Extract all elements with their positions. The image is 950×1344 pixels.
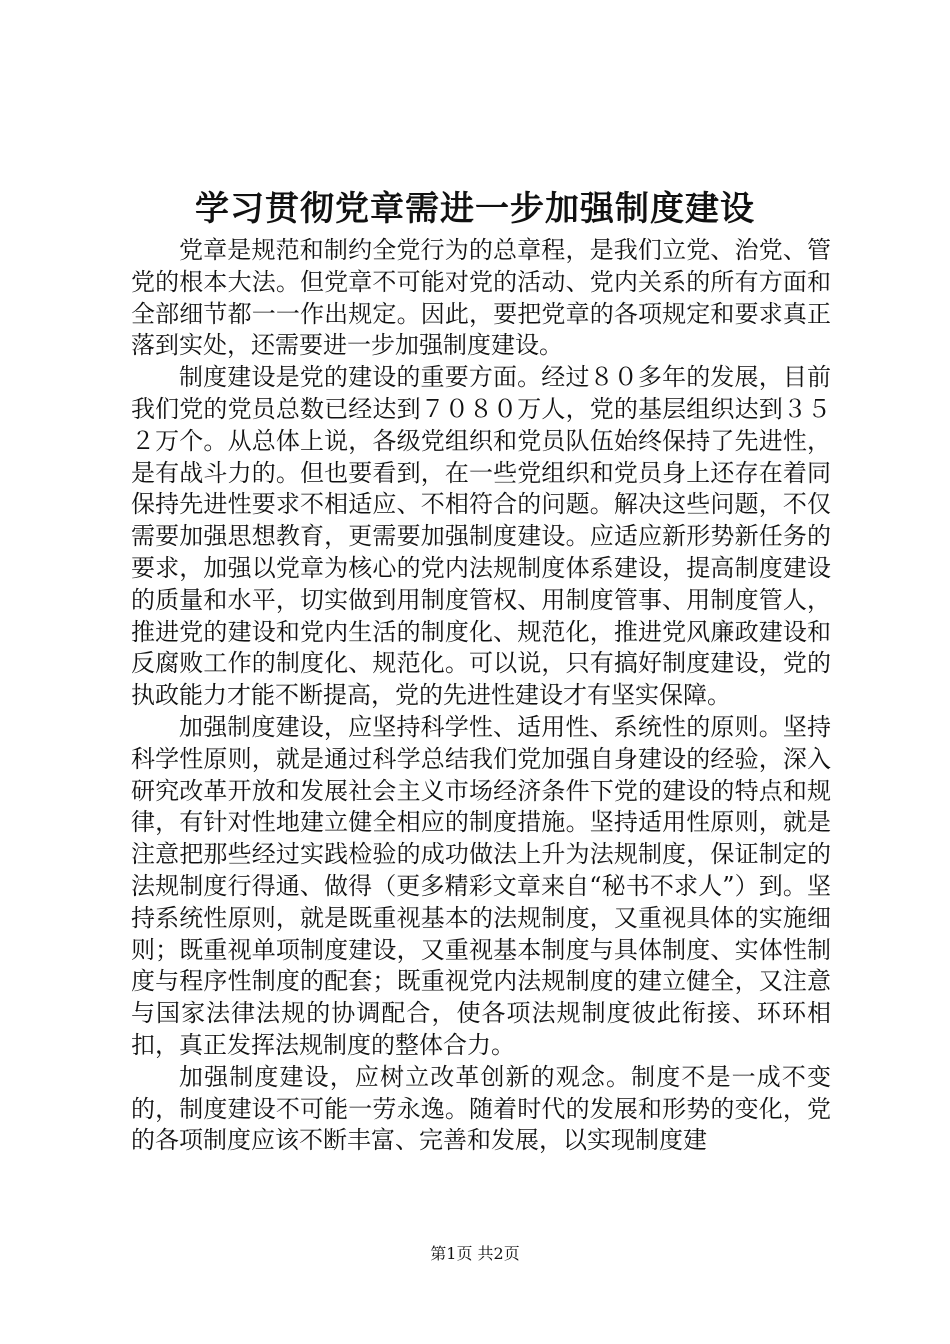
page-footer: 第1页 共2页 [430, 1244, 520, 1263]
document-title: 学习贯彻党章需进一步加强制度建设 [195, 189, 755, 229]
document-body [131, 235, 831, 1157]
paragraph-2: 制度建设是党的建设的重要方面。经过８０多年的发展，目前我们党的党员总数已经达到７０８０万人，党的基层组织达到３５２万个。从总体上说，各级党组织和党员队伍始终保持了先进性，是有战斗力的。但也要看到，在一些党组织和党员身上还存在着同保持先进性要求不相适应、不相符合的问题。解决这些问题，不仅需要加强思想教育，更需要加强制度建设。应适应新形势新任务的要求，加强以党章为核心的党内法规制度体系建设，提高制度建设的质量和水平，切实做到用制度管权、用制度管事、用制度管人，推进党的建设和党内生活的制度化、规范化，推进党风廉政建设和反腐败工作的制度化、规范化。可以说，只有搞好制度建设，党的执政能力才能不断提高，党的先进性建设才有坚实保障。 [131, 363, 831, 710]
paragraph-1: 党章是规范和制约全党行为的总章程，是我们立党、治党、管党的根本大法。但党章不可能对党的活动、党内关系的所有方面和全部细节都一一作出规定。因此，要把党章的各项规定和要求真正落到实处，还需要进一步加强制度建设。 [131, 236, 831, 360]
paragraph-3: 加强制度建设，应坚持科学性、适用性、系统性的原则。坚持科学性原则，就是通过科学总结我们党加强自身建设的经验，深入研究改革开放和发展社会主义市场经济条件下党的建设的特点和规律，有针对性地建立健全相应的制度措施。坚持适用性原则，就是注意把那些经过实践检验的成功做法上升为法规制度，保证制定的法规制度行得通、做得（更多精彩文章来自“秘书不求人”）到。坚持系统性原则，就是既重视基本的法规制度，又重视具体的实施细则；既重视单项制度建设，又重视基本制度与具体制度、实体性制度与程序性制度的配套；既重视党内法规制度的建立健全，又注意与国家法律法规的协调配合，使各项法规制度彼此衔接、环环相扣，真正发挥法规制度的整体合力。 [131, 712, 831, 1059]
paragraph-4: 加强制度建设，应树立改革创新的观念。制度不是一成不变的，制度建设不可能一劳永逸。随着时代的发展和形势的变化，党的各项制度应该不断丰富、完善和发展，以实现制度建 [131, 1062, 831, 1155]
